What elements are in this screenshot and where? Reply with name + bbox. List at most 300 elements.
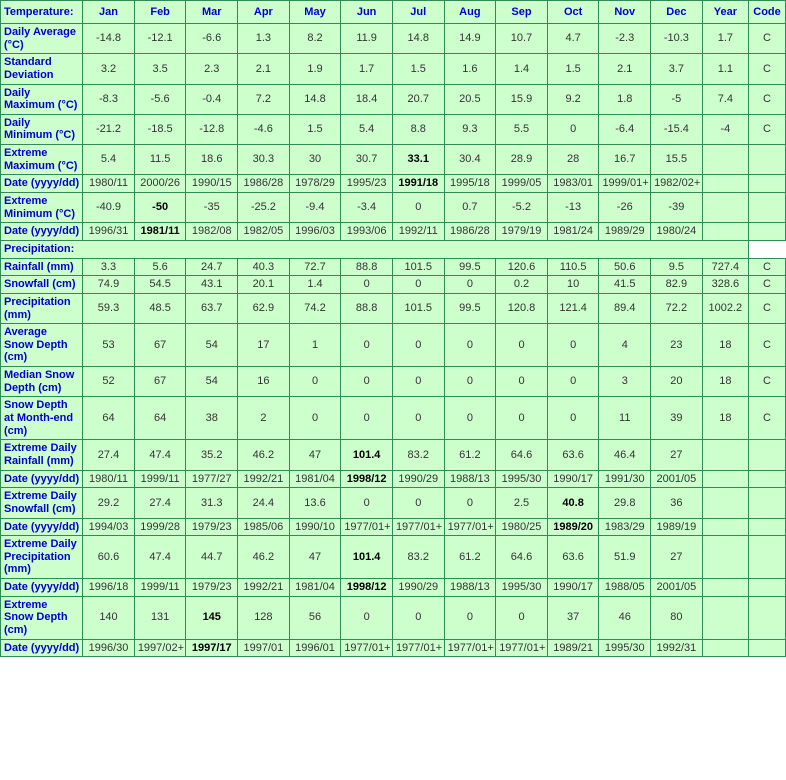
cell-value: 1990/17 (547, 470, 599, 488)
header-col-feb: Feb (134, 1, 186, 24)
cell-value: 0 (496, 596, 548, 639)
cell-value (749, 440, 786, 470)
cell-value: -5 (651, 84, 703, 114)
table-row (1, 367, 786, 397)
cell-value: 60.6 (83, 536, 135, 579)
cell-value (702, 470, 748, 488)
cell-value: -50 (134, 193, 186, 223)
cell-value: 30 (289, 145, 341, 175)
cell-value: 0 (341, 596, 393, 639)
header-col-dec: Dec (651, 1, 703, 24)
cell-value: 63.6 (547, 440, 599, 470)
header-section-label: Temperature: (1, 1, 83, 24)
cell-value: -35 (186, 193, 238, 223)
cell-value: 24.4 (238, 488, 290, 518)
cell-value: -2.3 (599, 24, 651, 54)
cell-value: C (749, 84, 786, 114)
table-row (1, 293, 786, 323)
header-col-jun: Jun (341, 1, 393, 24)
cell-value: 1982/08 (186, 223, 238, 241)
cell-value: 0 (341, 324, 393, 367)
cell-value: 61.2 (444, 440, 496, 470)
cell-value (702, 145, 748, 175)
cell-value: 1983/01 (547, 175, 599, 193)
cell-value: 1989/19 (651, 518, 703, 536)
cell-value: 64.6 (496, 440, 548, 470)
table-row (1, 54, 786, 84)
cell-value: 1.4 (496, 54, 548, 84)
cell-value: 1.5 (289, 114, 341, 144)
cell-value: -5.6 (134, 84, 186, 114)
cell-value: 101.4 (341, 440, 393, 470)
cell-value: 1983/29 (599, 518, 651, 536)
cell-value: 9.2 (547, 84, 599, 114)
header-col-apr: Apr (238, 1, 290, 24)
cell-value: 5.5 (496, 114, 548, 144)
cell-value: 1989/20 (547, 518, 599, 536)
cell-value: -8.3 (83, 84, 135, 114)
cell-value: 1988/13 (444, 470, 496, 488)
cell-value: 27 (651, 536, 703, 579)
cell-value: 1995/30 (496, 579, 548, 597)
cell-value: 7.4 (702, 84, 748, 114)
cell-value: 0 (444, 324, 496, 367)
cell-value: 28 (547, 145, 599, 175)
cell-value: 18 (702, 367, 748, 397)
cell-value: 1992/31 (651, 639, 703, 657)
cell-value: 67 (134, 367, 186, 397)
cell-value: 2 (238, 397, 290, 440)
cell-value: 1997/02+ (134, 639, 186, 657)
cell-value: 30.3 (238, 145, 290, 175)
cell-value: 27.4 (83, 440, 135, 470)
row-label: Standard Deviation (1, 54, 83, 84)
cell-value: 101.5 (392, 258, 444, 276)
cell-value: -13 (547, 193, 599, 223)
cell-value: 16 (238, 367, 290, 397)
cell-value: 89.4 (599, 293, 651, 323)
cell-value: 1.8 (599, 84, 651, 114)
cell-value: 727.4 (702, 258, 748, 276)
cell-value: 74.2 (289, 293, 341, 323)
cell-value: 80 (651, 596, 703, 639)
cell-value: 0 (496, 367, 548, 397)
cell-value: -15.4 (651, 114, 703, 144)
cell-value: 1996/03 (289, 223, 341, 241)
cell-value: 0.2 (496, 276, 548, 294)
cell-value: 8.8 (392, 114, 444, 144)
cell-value: 0 (392, 324, 444, 367)
cell-value: 30.4 (444, 145, 496, 175)
header-col-jan: Jan (83, 1, 135, 24)
cell-value: 1997/17 (186, 639, 238, 657)
table-row (1, 324, 786, 367)
cell-value: 46 (599, 596, 651, 639)
cell-value (749, 223, 786, 241)
cell-value: 1979/23 (186, 579, 238, 597)
cell-value: 18.6 (186, 145, 238, 175)
cell-value: 120.6 (496, 258, 548, 276)
cell-value: 24.7 (186, 258, 238, 276)
cell-value: C (749, 397, 786, 440)
cell-value: 2.3 (186, 54, 238, 84)
cell-value: -14.8 (83, 24, 135, 54)
cell-value: 1.5 (547, 54, 599, 84)
cell-value: 47 (289, 536, 341, 579)
cell-value: 99.5 (444, 258, 496, 276)
cell-value: 1985/06 (238, 518, 290, 536)
cell-value: 120.8 (496, 293, 548, 323)
cell-value: 13.6 (289, 488, 341, 518)
cell-value (702, 488, 748, 518)
cell-value: 1990/17 (547, 579, 599, 597)
row-label: Daily Average (°C) (1, 24, 83, 54)
cell-value: 16.7 (599, 145, 651, 175)
cell-value: 2001/05 (651, 470, 703, 488)
cell-value: 54 (186, 324, 238, 367)
cell-value: 1986/28 (238, 175, 290, 193)
cell-value: 2.1 (599, 54, 651, 84)
cell-value: 1989/21 (547, 639, 599, 657)
cell-value (749, 193, 786, 223)
cell-value: 31.3 (186, 488, 238, 518)
cell-value: 0 (341, 488, 393, 518)
cell-value: 1995/30 (599, 639, 651, 657)
cell-value (749, 175, 786, 193)
cell-value: 1002.2 (702, 293, 748, 323)
header-col-oct: Oct (547, 1, 599, 24)
cell-value: 46.2 (238, 536, 290, 579)
cell-value: 54.5 (134, 276, 186, 294)
cell-value: 11 (599, 397, 651, 440)
row-label: Daily Maximum (°C) (1, 84, 83, 114)
cell-value: 28.9 (496, 145, 548, 175)
table-row (1, 397, 786, 440)
cell-value: 27 (651, 440, 703, 470)
cell-value (702, 596, 748, 639)
cell-value: -25.2 (238, 193, 290, 223)
header-col-jul: Jul (392, 1, 444, 24)
cell-value: 1991/18 (392, 175, 444, 193)
cell-value: 1.5 (392, 54, 444, 84)
cell-value: 8.2 (289, 24, 341, 54)
cell-value: -3.4 (341, 193, 393, 223)
cell-value: 27.4 (134, 488, 186, 518)
cell-value: 1980/24 (651, 223, 703, 241)
cell-value: -39 (651, 193, 703, 223)
table-header-row (1, 1, 786, 24)
cell-value: 1978/29 (289, 175, 341, 193)
cell-value: C (749, 54, 786, 84)
cell-value: 1997/01 (238, 639, 290, 657)
cell-value: -9.4 (289, 193, 341, 223)
table-row (1, 536, 786, 579)
cell-value: 0 (547, 324, 599, 367)
cell-value: 63.6 (547, 536, 599, 579)
cell-value: 1979/19 (496, 223, 548, 241)
cell-value: -40.9 (83, 193, 135, 223)
cell-value: 1977/01+ (341, 639, 393, 657)
cell-value: 83.2 (392, 440, 444, 470)
row-label: Date (yyyy/dd) (1, 223, 83, 241)
cell-value: 1991/30 (599, 470, 651, 488)
cell-value: 47 (289, 440, 341, 470)
cell-value: 20.7 (392, 84, 444, 114)
cell-value: 2001/05 (651, 579, 703, 597)
cell-value: 72.2 (651, 293, 703, 323)
cell-value: 3.5 (134, 54, 186, 84)
cell-value: 0 (392, 397, 444, 440)
section-label-precipitation: Precipitation: (1, 240, 749, 258)
cell-value: 52 (83, 367, 135, 397)
cell-value: 1.9 (289, 54, 341, 84)
cell-value: 0 (392, 193, 444, 223)
table-row (1, 175, 786, 193)
cell-value: 1990/29 (392, 579, 444, 597)
cell-value: -12.1 (134, 24, 186, 54)
cell-value: 33.1 (392, 145, 444, 175)
table-row (1, 518, 786, 536)
cell-value: 41.5 (599, 276, 651, 294)
cell-value: -5.2 (496, 193, 548, 223)
cell-value: 0 (289, 397, 341, 440)
cell-value: 18 (702, 397, 748, 440)
header-col-mar: Mar (186, 1, 238, 24)
cell-value: 0 (444, 397, 496, 440)
row-label: Extreme Daily Rainfall (mm) (1, 440, 83, 470)
cell-value: 74.9 (83, 276, 135, 294)
cell-value: 0 (341, 397, 393, 440)
table-row (1, 470, 786, 488)
cell-value: 1994/03 (83, 518, 135, 536)
cell-value: 0 (392, 488, 444, 518)
cell-value: 1981/24 (547, 223, 599, 241)
cell-value: 4 (599, 324, 651, 367)
cell-value: 3.7 (651, 54, 703, 84)
cell-value: C (749, 258, 786, 276)
cell-value: C (749, 276, 786, 294)
cell-value: 88.8 (341, 293, 393, 323)
cell-value: 56 (289, 596, 341, 639)
cell-value: 1990/15 (186, 175, 238, 193)
cell-value (749, 579, 786, 597)
cell-value (749, 518, 786, 536)
cell-value: 1981/04 (289, 579, 341, 597)
row-label: Date (yyyy/dd) (1, 518, 83, 536)
cell-value: 17 (238, 324, 290, 367)
cell-value: 1990/29 (392, 470, 444, 488)
cell-value: -10.3 (651, 24, 703, 54)
header-col-code: Code (749, 1, 786, 24)
row-label: Date (yyyy/dd) (1, 639, 83, 657)
cell-value: 0 (496, 397, 548, 440)
cell-value: 1996/18 (83, 579, 135, 597)
row-label: Rainfall (mm) (1, 258, 83, 276)
cell-value: 0 (341, 276, 393, 294)
cell-value: -6.4 (599, 114, 651, 144)
cell-value: 1977/01+ (496, 639, 548, 657)
cell-value: 83.2 (392, 536, 444, 579)
cell-value: 61.2 (444, 536, 496, 579)
cell-value: 14.8 (289, 84, 341, 114)
cell-value: 2000/26 (134, 175, 186, 193)
row-label: Extreme Minimum (°C) (1, 193, 83, 223)
cell-value: 29.8 (599, 488, 651, 518)
cell-value: 121.4 (547, 293, 599, 323)
cell-value: 1992/11 (392, 223, 444, 241)
cell-value: 140 (83, 596, 135, 639)
cell-value: 101.5 (392, 293, 444, 323)
cell-value: 3.3 (83, 258, 135, 276)
cell-value: 20.5 (444, 84, 496, 114)
cell-value: C (749, 367, 786, 397)
cell-value (749, 596, 786, 639)
row-label: Snowfall (cm) (1, 276, 83, 294)
cell-value: 1 (289, 324, 341, 367)
header-col-nov: Nov (599, 1, 651, 24)
cell-value: 1977/01+ (392, 518, 444, 536)
cell-value: 9.3 (444, 114, 496, 144)
cell-value: 1977/01+ (444, 518, 496, 536)
cell-value: 40.3 (238, 258, 290, 276)
cell-value: 1999/05 (496, 175, 548, 193)
row-label: Date (yyyy/dd) (1, 579, 83, 597)
cell-value: 14.9 (444, 24, 496, 54)
cell-value: 37 (547, 596, 599, 639)
cell-value: 0 (289, 367, 341, 397)
cell-value: C (749, 114, 786, 144)
cell-value: 131 (134, 596, 186, 639)
cell-value: 0 (392, 276, 444, 294)
cell-value: -6.6 (186, 24, 238, 54)
table-row (1, 193, 786, 223)
cell-value: 20 (651, 367, 703, 397)
cell-value: 46.2 (238, 440, 290, 470)
cell-value: 53 (83, 324, 135, 367)
cell-value: 1.3 (238, 24, 290, 54)
cell-value: 0 (392, 367, 444, 397)
table-row (1, 258, 786, 276)
cell-value: 1977/01+ (392, 639, 444, 657)
cell-value (749, 470, 786, 488)
table-row (1, 488, 786, 518)
cell-value: 1999/01+ (599, 175, 651, 193)
cell-value: 50.6 (599, 258, 651, 276)
cell-value: 36 (651, 488, 703, 518)
cell-value: 1.1 (702, 54, 748, 84)
table-row (1, 223, 786, 241)
cell-value: 64 (134, 397, 186, 440)
cell-value (749, 536, 786, 579)
table-row (1, 639, 786, 657)
cell-value: 67 (134, 324, 186, 367)
cell-value: 15.5 (651, 145, 703, 175)
cell-value: C (749, 324, 786, 367)
cell-value: 0 (496, 324, 548, 367)
row-label: Daily Minimum (°C) (1, 114, 83, 144)
cell-value: 63.7 (186, 293, 238, 323)
cell-value: 47.4 (134, 536, 186, 579)
row-label: Extreme Snow Depth (cm) (1, 596, 83, 639)
cell-value (749, 488, 786, 518)
cell-value: 11.5 (134, 145, 186, 175)
cell-value: -0.4 (186, 84, 238, 114)
cell-value: 1988/13 (444, 579, 496, 597)
cell-value: 1999/11 (134, 470, 186, 488)
cell-value: 1995/23 (341, 175, 393, 193)
cell-value: 145 (186, 596, 238, 639)
cell-value: 5.6 (134, 258, 186, 276)
cell-value: 7.2 (238, 84, 290, 114)
cell-value: 15.9 (496, 84, 548, 114)
cell-value: 11.9 (341, 24, 393, 54)
row-label: Snow Depth at Month-end (cm) (1, 397, 83, 440)
cell-value: 1981/11 (134, 223, 186, 241)
table-row (1, 440, 786, 470)
cell-value: -4 (702, 114, 748, 144)
cell-value: 1981/04 (289, 470, 341, 488)
cell-value: 1.6 (444, 54, 496, 84)
cell-value: 23 (651, 324, 703, 367)
cell-value: -18.5 (134, 114, 186, 144)
cell-value: 38 (186, 397, 238, 440)
cell-value: 10 (547, 276, 599, 294)
row-label: Extreme Daily Snowfall (cm) (1, 488, 83, 518)
section-header-row (1, 240, 786, 258)
cell-value: 40.8 (547, 488, 599, 518)
cell-value: 2.5 (496, 488, 548, 518)
cell-value: 30.7 (341, 145, 393, 175)
cell-value (702, 193, 748, 223)
cell-value: 0 (444, 367, 496, 397)
cell-value: 0 (547, 114, 599, 144)
cell-value (702, 518, 748, 536)
cell-value: 43.1 (186, 276, 238, 294)
cell-value: 1.4 (289, 276, 341, 294)
cell-value: 4.7 (547, 24, 599, 54)
cell-value: 0 (547, 367, 599, 397)
cell-value: 46.4 (599, 440, 651, 470)
cell-value: 1992/21 (238, 579, 290, 597)
cell-value: 1998/12 (341, 579, 393, 597)
cell-value: 1999/11 (134, 579, 186, 597)
cell-value: 20.1 (238, 276, 290, 294)
cell-value: 0.7 (444, 193, 496, 223)
cell-value: 328.6 (702, 276, 748, 294)
cell-value: 48.5 (134, 293, 186, 323)
header-col-sep: Sep (496, 1, 548, 24)
cell-value: 2.1 (238, 54, 290, 84)
row-label: Median Snow Depth (cm) (1, 367, 83, 397)
cell-value: -21.2 (83, 114, 135, 144)
cell-value (702, 639, 748, 657)
cell-value: 1993/06 (341, 223, 393, 241)
cell-value: -4.6 (238, 114, 290, 144)
cell-value: 1.7 (702, 24, 748, 54)
cell-value: 59.3 (83, 293, 135, 323)
header-col-may: May (289, 1, 341, 24)
table-row (1, 579, 786, 597)
cell-value: 1982/05 (238, 223, 290, 241)
row-label: Date (yyyy/dd) (1, 175, 83, 193)
cell-value: 35.2 (186, 440, 238, 470)
cell-value: 39 (651, 397, 703, 440)
cell-value (702, 579, 748, 597)
cell-value: 88.8 (341, 258, 393, 276)
cell-value (749, 639, 786, 657)
cell-value: 1990/10 (289, 518, 341, 536)
cell-value: 3.2 (83, 54, 135, 84)
